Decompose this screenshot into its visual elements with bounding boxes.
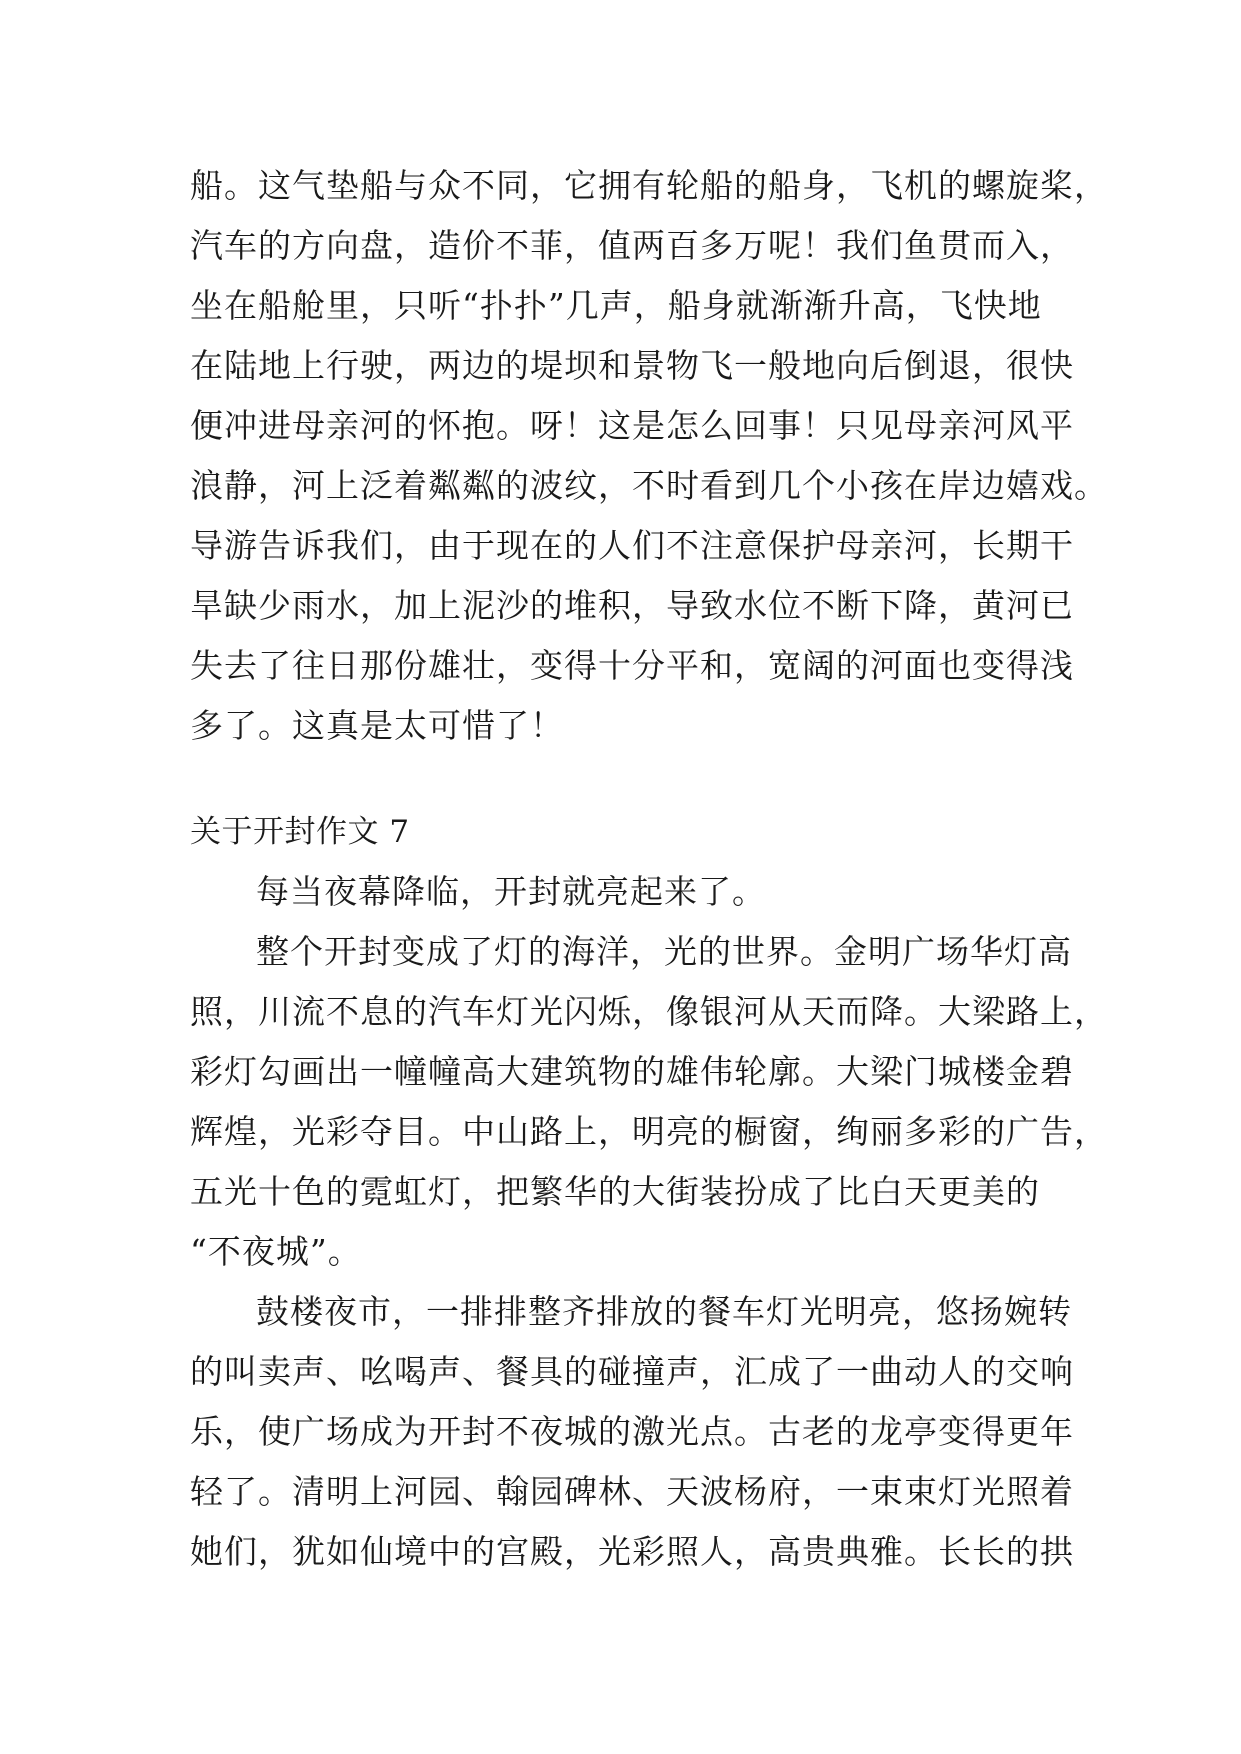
text-line: 彩灯勾画出一幢幢高大建筑物的雄伟轮廓。大梁门城楼金碧 [190,1052,1074,1091]
text-line: 船。这气垫船与众不同，它拥有轮船的船身，飞机的螺旋桨， [190,166,1108,205]
text-line: “不夜城”。 [190,1232,362,1271]
text-line: 坐在船舱里，只听“扑扑”几声，船身就渐渐升高，飞快地 [190,286,1042,325]
text-line: 多了。这真是太可惜了！ [190,706,564,745]
text-line: 每当夜幕降临，开封就亮起来了。 [256,872,766,911]
text-line: 整个开封变成了灯的海洋，光的世界。金明广场华灯高 [256,932,1072,971]
text-line: 轻了。清明上河园、翰园碑林、天波杨府，一束束灯光照着 [190,1472,1074,1511]
text-line: 旱缺少雨水，加上泥沙的堆积，导致水位不断下降，黄河已 [190,586,1074,625]
text-line: 在陆地上行驶，两边的堤坝和景物飞一般地向后倒退，很快 [190,346,1074,385]
text-line: 照，川流不息的汽车灯光闪烁，像银河从天而降。大梁路上， [190,992,1108,1031]
text-line: 失去了往日那份雄壮，变得十分平和，宽阔的河面也变得浅 [190,646,1074,685]
text-line: 汽车的方向盘，造价不菲，值两百多万呢！我们鱼贯而入， [190,226,1074,265]
section-heading: 关于开封作文 7 [190,814,410,850]
text-line: 乐，使广场成为开封不夜城的激光点。古老的龙亭变得更年 [190,1412,1074,1451]
text-line: 鼓楼夜市，一排排整齐排放的餐车灯光明亮，悠扬婉转 [256,1292,1072,1331]
text-line: 导游告诉我们，由于现在的人们不注意保护母亲河，长期干 [190,526,1074,565]
text-line: 她们，犹如仙境中的宫殿，光彩照人，高贵典雅。长长的拱 [190,1532,1074,1571]
text-line: 的叫卖声、吆喝声、餐具的碰撞声，汇成了一曲动人的交响 [190,1352,1074,1391]
text-line: 浪静，河上泛着粼粼的波纹，不时看到几个小孩在岸边嬉戏。 [190,466,1108,505]
text-line: 辉煌，光彩夺目。中山路上，明亮的橱窗，绚丽多彩的广告， [190,1112,1108,1151]
text-line: 便冲进母亲河的怀抱。呀！这是怎么回事！只见母亲河风平 [190,406,1074,445]
text-line: 五光十色的霓虹灯，把繁华的大街装扮成了比白天更美的 [190,1172,1040,1211]
